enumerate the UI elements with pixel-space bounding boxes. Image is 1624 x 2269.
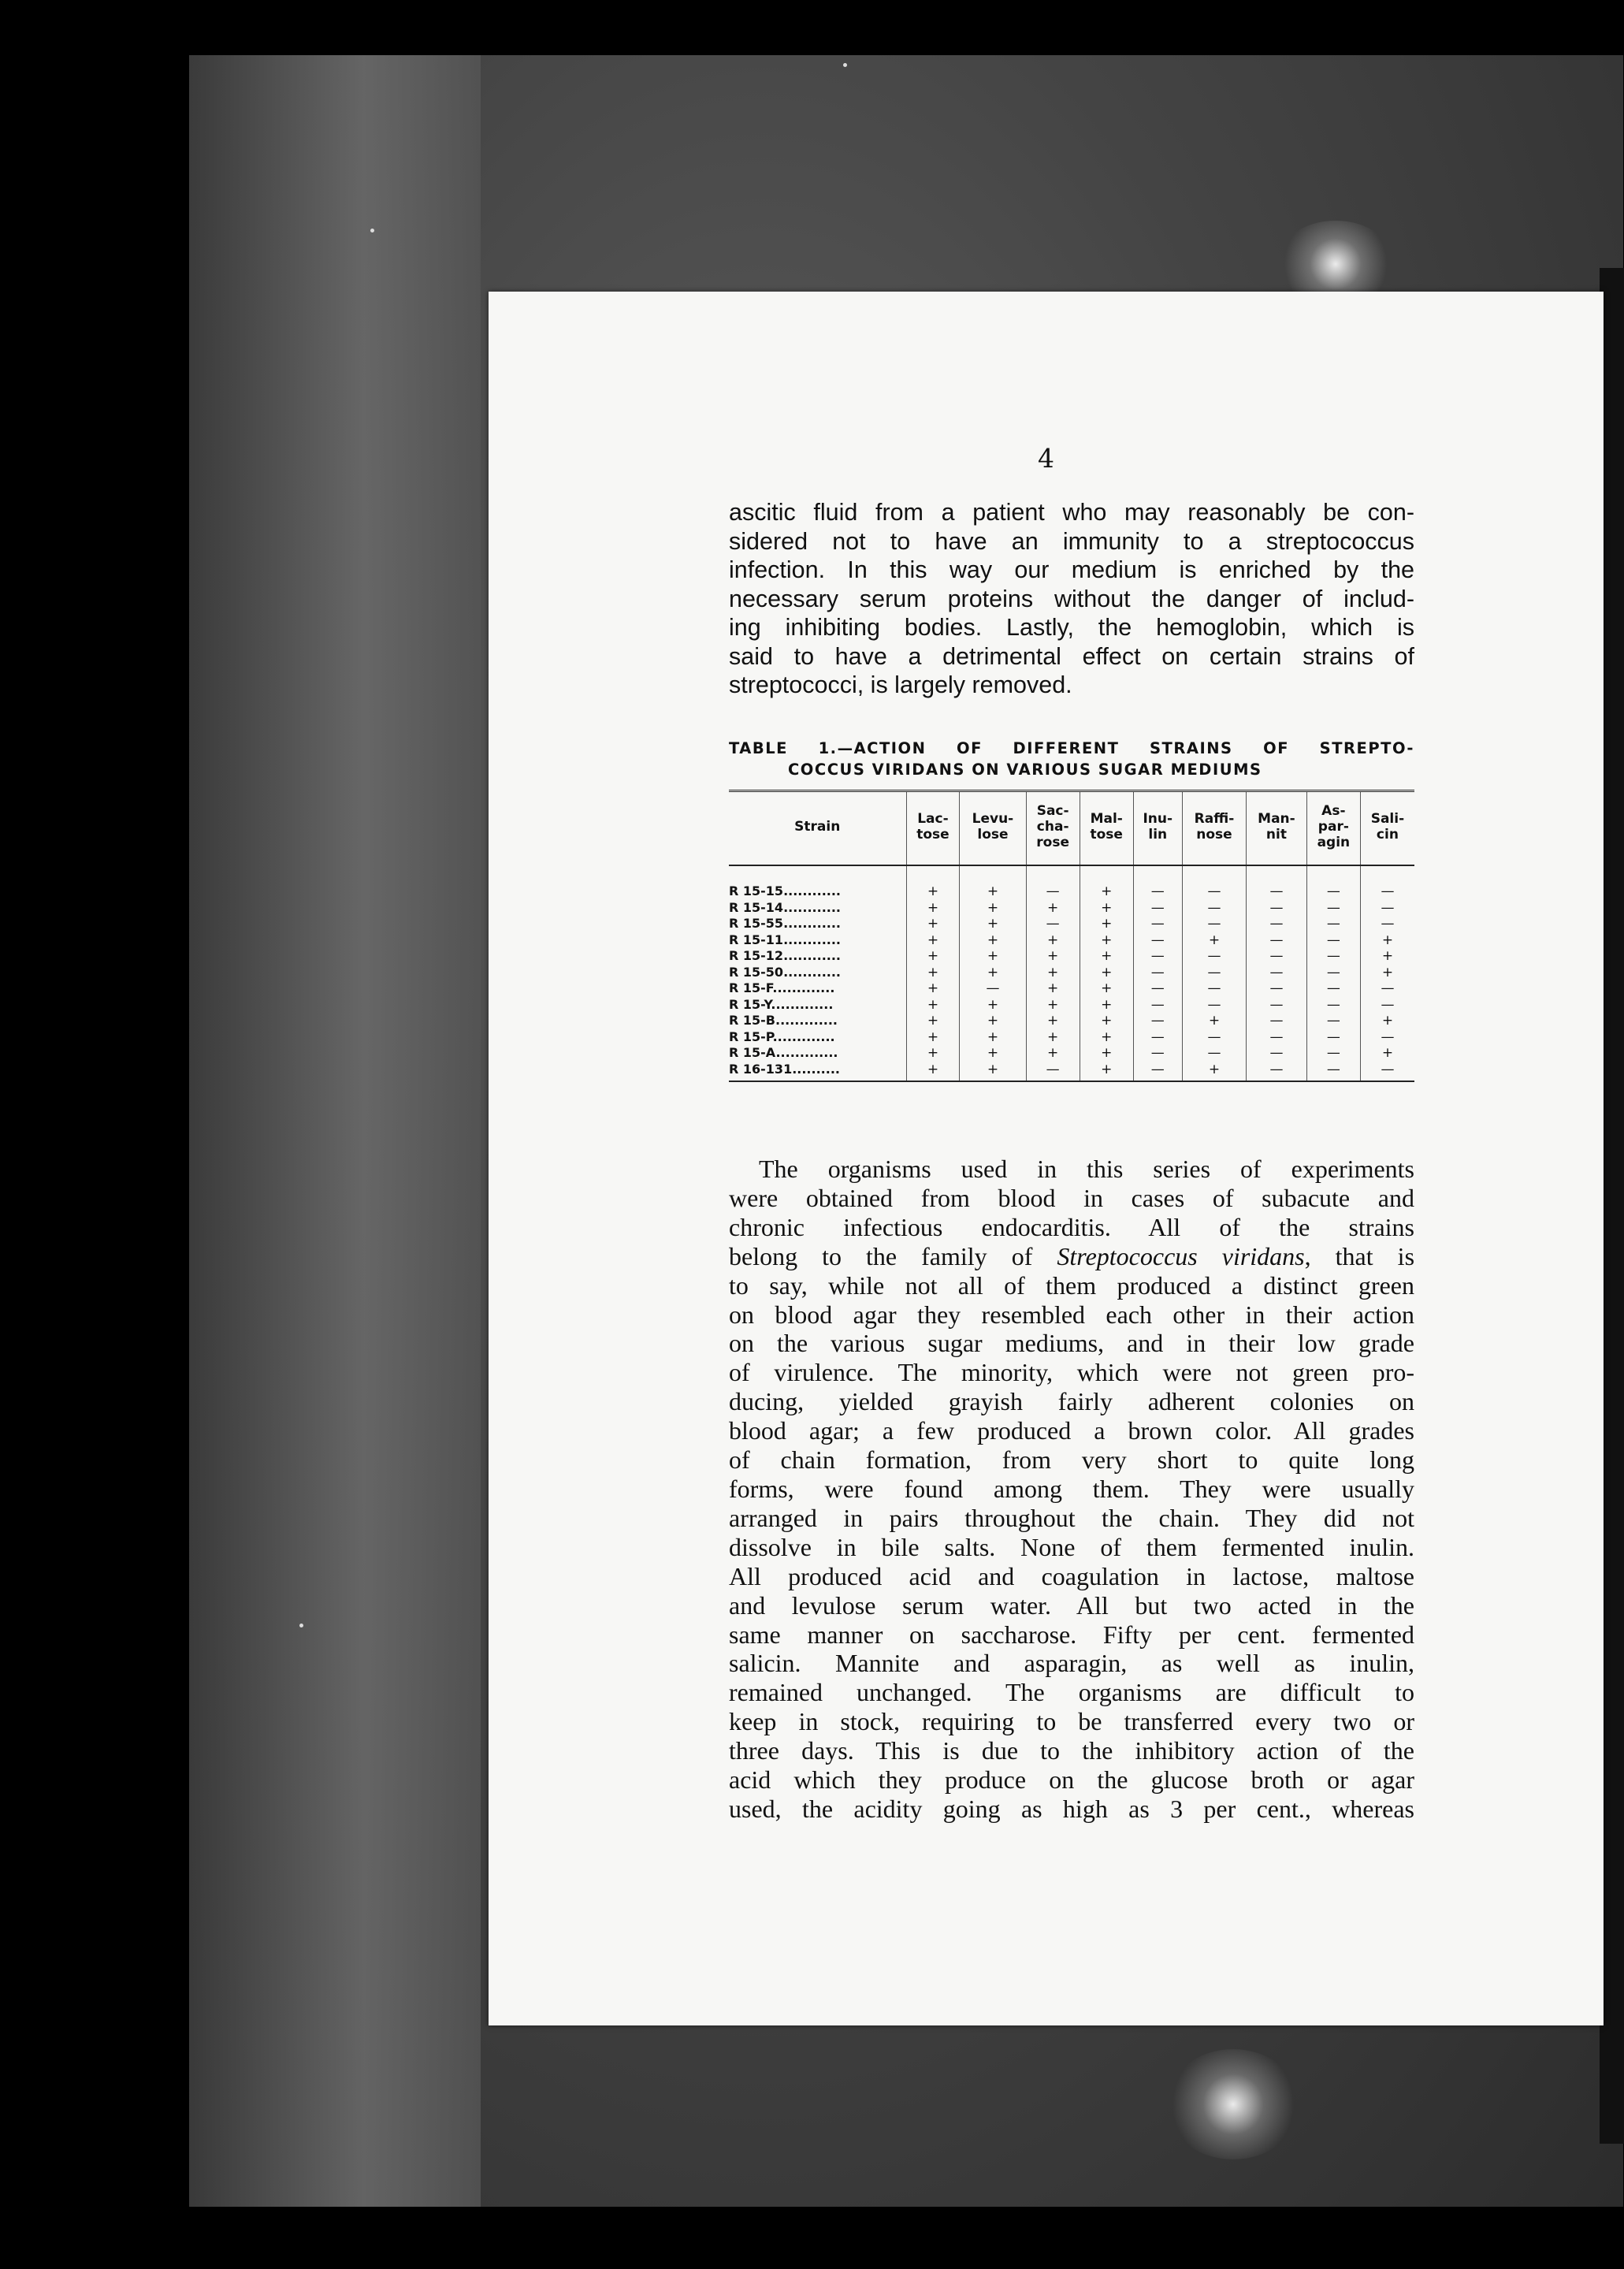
reaction-cell: +: [1080, 1062, 1133, 1082]
reaction-cell: +: [1182, 1062, 1246, 1082]
reaction-cell: +: [1360, 948, 1414, 965]
table-row: [729, 1062, 1414, 1082]
reaction-cell: —: [1133, 948, 1182, 965]
reaction-cell: —: [1182, 1045, 1246, 1062]
reaction-cell: +: [906, 948, 960, 965]
paragraph-1: [729, 498, 1414, 700]
text-line: same manner on saccharose. Fifty per cent. fermented: [729, 1620, 1414, 1649]
table-row: [729, 932, 1414, 949]
reaction-cell: —: [1247, 865, 1307, 900]
table-row: [729, 948, 1414, 965]
text-line: of chain formation, from very short to quite long: [729, 1445, 1414, 1475]
reaction-cell: +: [1026, 948, 1080, 965]
light-glare-bottom: [1166, 2049, 1300, 2159]
reaction-cell: +: [1360, 1013, 1414, 1029]
reaction-cell: —: [1306, 1029, 1360, 1046]
text-line: blood agar; a few produced a brown color. All grades: [729, 1416, 1414, 1445]
reaction-cell: +: [906, 865, 960, 900]
reaction-cell: —: [1026, 1062, 1080, 1082]
reaction-cell: +: [1080, 916, 1133, 932]
reaction-cell: +: [1182, 932, 1246, 949]
text-line: sidered not to have an immunity to a streptococcus: [729, 527, 1414, 555]
strain-cell: R 15-11............: [729, 932, 841, 947]
reaction-cell: —: [1133, 1013, 1182, 1029]
text-line: three days. This is due to the inhibitory action of the: [729, 1736, 1414, 1765]
reaction-cell: —: [1247, 932, 1307, 949]
reaction-cell: —: [1182, 965, 1246, 981]
table-row: [729, 965, 1414, 981]
reaction-cell: +: [906, 965, 960, 981]
reaction-cell: +: [1026, 1029, 1080, 1046]
column-header: Inu- lin: [1133, 791, 1182, 866]
table-row: [729, 900, 1414, 917]
text-line: were obtained from blood in cases of subacute and: [729, 1183, 1414, 1212]
strain-cell: R 15-12............: [729, 948, 841, 963]
reaction-cell: —: [1306, 900, 1360, 917]
reaction-cell: +: [1080, 980, 1133, 997]
reaction-cell: —: [1306, 980, 1360, 997]
text-line: chronic infectious endocarditis. All of the strains: [729, 1212, 1414, 1241]
strain-cell: R 15-55............: [729, 916, 841, 931]
reaction-cell: —: [1247, 916, 1307, 932]
reaction-cell: —: [1133, 1062, 1182, 1082]
reaction-cell: —: [1182, 997, 1246, 1014]
reaction-cell: +: [1080, 1013, 1133, 1029]
column-header: Sac- cha- rose: [1026, 791, 1080, 866]
reaction-cell: —: [1360, 865, 1414, 900]
text-line: infection. In this way our medium is enriched by the: [729, 556, 1414, 583]
reaction-cell: —: [1306, 932, 1360, 949]
table-header-row: [729, 791, 1414, 866]
table-row: [729, 1013, 1414, 1029]
text-line: necessary serum proteins without the danger of includ-: [729, 585, 1414, 612]
column-header: Levu- lose: [960, 791, 1026, 866]
reaction-cell: —: [1133, 980, 1182, 997]
reaction-cell: +: [960, 865, 1026, 900]
text-line: on the various sugar mediums, and in their low grade: [729, 1329, 1414, 1358]
reaction-cell: —: [1026, 916, 1080, 932]
reaction-cell: —: [1306, 1062, 1360, 1082]
strain-cell: R 15-F.............: [729, 980, 835, 995]
reaction-cell: —: [1247, 997, 1307, 1014]
reaction-cell: +: [1026, 1045, 1080, 1062]
reaction-cell: —: [960, 980, 1026, 997]
reaction-cell: +: [960, 932, 1026, 949]
reaction-cell: +: [1360, 932, 1414, 949]
reaction-cell: —: [1133, 1029, 1182, 1046]
strain-sugar-table: [729, 790, 1414, 1082]
reaction-cell: —: [1360, 980, 1414, 997]
reaction-cell: +: [1026, 997, 1080, 1014]
table-caption-line-2: COCCUS VIRIDANS ON VARIOUS SUGAR MEDIUMS: [788, 761, 1262, 779]
text-line: salicin. Mannite and asparagin, as well as inulin,: [729, 1649, 1414, 1678]
strain-cell: R 15-Y.............: [729, 996, 834, 1012]
reaction-cell: +: [960, 1062, 1026, 1082]
reaction-cell: +: [1026, 980, 1080, 997]
reaction-cell: +: [906, 997, 960, 1014]
reaction-cell: +: [960, 900, 1026, 917]
reaction-cell: —: [1133, 900, 1182, 917]
reaction-cell: —: [1306, 948, 1360, 965]
reaction-cell: —: [1306, 1013, 1360, 1029]
reaction-cell: —: [1247, 1062, 1307, 1082]
strain-cell: R 15-A.............: [729, 1045, 838, 1060]
text-line: on blood agar they resembled each other in their action: [729, 1300, 1414, 1329]
reaction-cell: —: [1182, 916, 1246, 932]
text-line: and levulose serum water. All but two acted in the: [729, 1590, 1414, 1620]
paragraph-2: [729, 1155, 1414, 1824]
reaction-cell: —: [1306, 865, 1360, 900]
text-line: forms, were found among them. They were usually: [729, 1474, 1414, 1503]
strain-cell: R 15-15............: [729, 883, 841, 898]
reaction-cell: +: [960, 1013, 1026, 1029]
reaction-cell: —: [1360, 1062, 1414, 1082]
text-line: belong to the family of Streptococcus viridans, that is: [729, 1241, 1415, 1270]
text-line: keep in stock, requiring to be transferred every two or: [729, 1707, 1414, 1736]
reaction-cell: +: [1080, 932, 1133, 949]
table-row: [729, 1045, 1414, 1062]
column-header: Sali- cin: [1360, 791, 1414, 866]
column-header: Raffi- nose: [1182, 791, 1246, 866]
reaction-cell: —: [1133, 965, 1182, 981]
reaction-cell: +: [1026, 932, 1080, 949]
reaction-cell: +: [906, 1029, 960, 1046]
reaction-cell: —: [1182, 948, 1246, 965]
reaction-cell: —: [1133, 1045, 1182, 1062]
text-line: ducing, yielded grayish fairly adherent colonies on: [729, 1387, 1414, 1416]
reaction-cell: —: [1306, 997, 1360, 1014]
reaction-cell: —: [1247, 980, 1307, 997]
text-line: remained unchanged. The organisms are difficult to: [729, 1678, 1414, 1707]
column-header: Mal- tose: [1080, 791, 1133, 866]
reaction-cell: +: [1360, 965, 1414, 981]
reaction-cell: +: [1026, 1013, 1080, 1029]
reaction-cell: —: [1306, 916, 1360, 932]
cover-left-shade: [189, 55, 481, 2207]
reaction-cell: +: [1026, 965, 1080, 981]
reaction-cell: —: [1182, 1029, 1246, 1046]
reaction-cell: —: [1360, 916, 1414, 932]
reaction-cell: +: [906, 916, 960, 932]
text-line: ascitic fluid from a patient who may reasonably be con-: [729, 499, 1414, 526]
column-header: Man- nit: [1247, 791, 1307, 866]
reaction-cell: +: [1080, 965, 1133, 981]
strain-cell: R 15-B.............: [729, 1013, 838, 1028]
column-header: As- par- agin: [1306, 791, 1360, 866]
text-line: acid which they produce on the glucose broth or agar: [729, 1765, 1414, 1795]
reaction-cell: +: [960, 1029, 1026, 1046]
reaction-cell: +: [1360, 1045, 1414, 1062]
reaction-cell: —: [1247, 900, 1307, 917]
table-body: [729, 865, 1414, 1081]
reaction-cell: —: [1247, 1029, 1307, 1046]
reaction-cell: —: [1133, 932, 1182, 949]
reaction-cell: —: [1182, 980, 1246, 997]
column-header: Lac- tose: [906, 791, 960, 866]
reaction-cell: +: [960, 916, 1026, 932]
text-line: used, the acidity going as high as 3 per cent., whereas: [729, 1794, 1414, 1823]
reaction-cell: —: [1247, 1045, 1307, 1062]
reaction-cell: +: [960, 965, 1026, 981]
reaction-cell: +: [1080, 948, 1133, 965]
reaction-cell: —: [1306, 965, 1360, 981]
document-page: [489, 292, 1604, 2025]
text-line: All produced acid and coagulation in lactose, maltose: [729, 1561, 1414, 1590]
reaction-cell: +: [1080, 997, 1133, 1014]
reaction-cell: —: [1182, 900, 1246, 917]
reaction-cell: —: [1247, 965, 1307, 981]
reaction-cell: —: [1247, 1013, 1307, 1029]
text-line: to say, while not all of them produced a distinct green: [729, 1270, 1414, 1300]
reaction-cell: —: [1360, 997, 1414, 1014]
reaction-cell: —: [1133, 916, 1182, 932]
column-header-strain: Strain: [794, 819, 841, 835]
text-line: streptococci, is largely removed.: [729, 671, 1072, 698]
reaction-cell: +: [960, 997, 1026, 1014]
text-line: of virulence. The minority, which were not green pro-: [729, 1358, 1414, 1387]
strain-cell: R 15-50............: [729, 964, 841, 980]
reaction-cell: —: [1306, 1045, 1360, 1062]
table-caption-line-1: TABLE 1.—ACTION OF DIFFERENT STRAINS OF STREPTO-: [729, 739, 1414, 757]
reaction-cell: +: [906, 1045, 960, 1062]
reaction-cell: —: [1133, 997, 1182, 1014]
reaction-cell: +: [1026, 900, 1080, 917]
strain-cell: R 16-131..........: [729, 1062, 906, 1082]
table-row: [729, 916, 1414, 932]
reaction-cell: +: [960, 948, 1026, 965]
reaction-cell: +: [960, 1045, 1026, 1062]
dust-speck: [843, 63, 847, 67]
page-number: 4: [1038, 443, 1054, 474]
text-line: dissolve in bile salts. None of them fermented inulin.: [729, 1532, 1414, 1561]
table-row: [729, 997, 1414, 1014]
text-line: arranged in pairs throughout the chain. They did not: [729, 1503, 1414, 1532]
reaction-cell: —: [1360, 900, 1414, 917]
reaction-cell: —: [1182, 865, 1246, 900]
reaction-cell: +: [1080, 865, 1133, 900]
reaction-cell: +: [1080, 900, 1133, 917]
reaction-cell: +: [906, 980, 960, 997]
reaction-cell: +: [1182, 1013, 1246, 1029]
text-line: said to have a detrimental effect on certain strains of: [729, 642, 1414, 670]
reaction-cell: —: [1026, 865, 1080, 900]
reaction-cell: —: [1133, 865, 1182, 900]
reaction-cell: —: [1360, 1029, 1414, 1046]
table-row: [729, 1029, 1414, 1046]
reaction-cell: +: [1080, 1029, 1133, 1046]
reaction-cell: +: [906, 932, 960, 949]
table-row: [729, 865, 1414, 900]
reaction-cell: +: [1080, 1045, 1133, 1062]
strain-cell: R 15-14............: [729, 899, 841, 915]
text-line: The organisms used in this series of experiments: [759, 1155, 1414, 1183]
text-line: ing inhibiting bodies. Lastly, the hemoglobin, which is: [729, 614, 1414, 641]
reaction-cell: —: [1247, 948, 1307, 965]
table-caption: [729, 739, 1414, 779]
reaction-cell: +: [906, 900, 960, 917]
strain-cell: R 15-P.............: [729, 1028, 835, 1044]
table-row: [729, 980, 1414, 997]
reaction-cell: +: [906, 1013, 960, 1029]
dust-speck: [370, 229, 374, 232]
dust-speck: [299, 1624, 303, 1627]
reaction-cell: +: [906, 1062, 960, 1082]
